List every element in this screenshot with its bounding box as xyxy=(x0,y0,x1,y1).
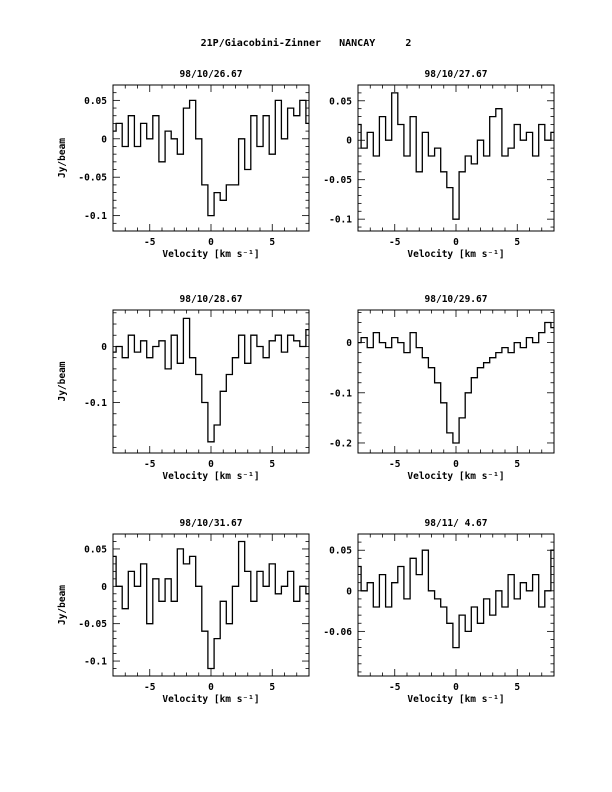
x-tick-label: 5 xyxy=(269,459,276,470)
panel-title: 98/10/29.67 xyxy=(424,294,488,305)
x-tick-label: -5 xyxy=(389,682,401,693)
y-tick-label: 0.05 xyxy=(329,96,352,108)
plot-frame xyxy=(358,85,554,231)
y-tick-label: -0.1 xyxy=(84,656,107,668)
y-tick-label: -0.1 xyxy=(329,214,352,226)
x-tick-label: -5 xyxy=(144,459,156,470)
x-axis-label: Velocity [km s⁻¹] xyxy=(162,694,260,705)
y-tick-label: -0.05 xyxy=(323,175,352,187)
x-axis-label: Velocity [km s⁻¹] xyxy=(162,471,260,482)
x-tick-label: -5 xyxy=(389,237,401,248)
spectrum-panel-4 xyxy=(329,294,554,482)
x-tick-label: 5 xyxy=(269,237,276,248)
spectrum-line xyxy=(113,542,309,669)
y-tick-label: -0.05 xyxy=(78,172,107,184)
y-tick-label: 0.05 xyxy=(329,545,352,557)
spectrum-line xyxy=(113,318,309,441)
spectrum-panel-6 xyxy=(323,518,554,705)
y-tick-label: 0 xyxy=(346,338,352,350)
x-tick-label: 5 xyxy=(269,682,276,693)
x-tick-label: 0 xyxy=(453,682,459,693)
spectrum-line xyxy=(358,550,554,647)
plot-frame xyxy=(358,534,554,676)
panel-title: 98/11/ 4.67 xyxy=(424,518,488,529)
y-tick-label: -0.1 xyxy=(84,211,107,223)
x-axis-label: Velocity [km s⁻¹] xyxy=(407,694,505,705)
plot-frame xyxy=(113,85,309,231)
x-tick-label: 5 xyxy=(514,682,521,693)
plot-frame xyxy=(358,310,554,453)
x-axis-label: Velocity [km s⁻¹] xyxy=(162,249,260,260)
x-tick-label: 0 xyxy=(453,459,459,470)
y-axis-label: Jy/beam xyxy=(57,584,68,626)
panel-title: 98/10/26.67 xyxy=(179,69,243,80)
y-tick-label: 0.05 xyxy=(84,95,107,107)
plot-frame xyxy=(113,310,309,453)
spectrum-panel-1 xyxy=(57,69,309,260)
x-tick-label: 5 xyxy=(514,237,521,248)
x-axis-label: Velocity [km s⁻¹] xyxy=(407,471,505,482)
x-tick-label: -5 xyxy=(144,237,156,248)
y-axis-label: Jy/beam xyxy=(57,137,68,179)
y-tick-label: -0.06 xyxy=(323,626,352,638)
y-tick-label: 0 xyxy=(101,341,107,353)
spectrum-line xyxy=(358,323,554,444)
panel-title: 98/10/28.67 xyxy=(179,294,243,305)
y-tick-label: 0 xyxy=(101,581,107,593)
y-tick-label: -0.1 xyxy=(84,398,107,410)
spectrum-panel-2 xyxy=(323,69,554,260)
x-tick-label: 0 xyxy=(453,237,459,248)
x-tick-label: 0 xyxy=(208,459,214,470)
x-tick-label: 0 xyxy=(208,237,214,248)
spectrum-line xyxy=(113,100,309,215)
y-tick-label: 0 xyxy=(346,586,352,598)
spectrum-panel-3 xyxy=(57,294,309,482)
panel-title: 98/10/27.67 xyxy=(424,69,488,80)
y-tick-label: -0.1 xyxy=(329,388,352,400)
spectrum-panel-5 xyxy=(57,518,309,705)
y-tick-label: 0 xyxy=(346,135,352,147)
y-tick-label: -0.2 xyxy=(329,438,352,450)
x-tick-label: -5 xyxy=(389,459,401,470)
spectrum-line xyxy=(358,93,554,219)
x-tick-label: 0 xyxy=(208,682,214,693)
page-title: 21P/Giacobini-Zinner NANCAY 2 xyxy=(200,38,412,49)
panel-title: 98/10/31.67 xyxy=(179,518,243,529)
y-axis-label: Jy/beam xyxy=(57,361,68,402)
y-tick-label: 0 xyxy=(101,134,107,146)
plot-frame xyxy=(113,534,309,676)
y-tick-label: 0.05 xyxy=(84,544,107,556)
x-axis-label: Velocity [km s⁻¹] xyxy=(407,249,505,260)
x-tick-label: -5 xyxy=(144,682,156,693)
x-tick-label: 5 xyxy=(514,459,521,470)
y-tick-label: -0.05 xyxy=(78,619,107,631)
